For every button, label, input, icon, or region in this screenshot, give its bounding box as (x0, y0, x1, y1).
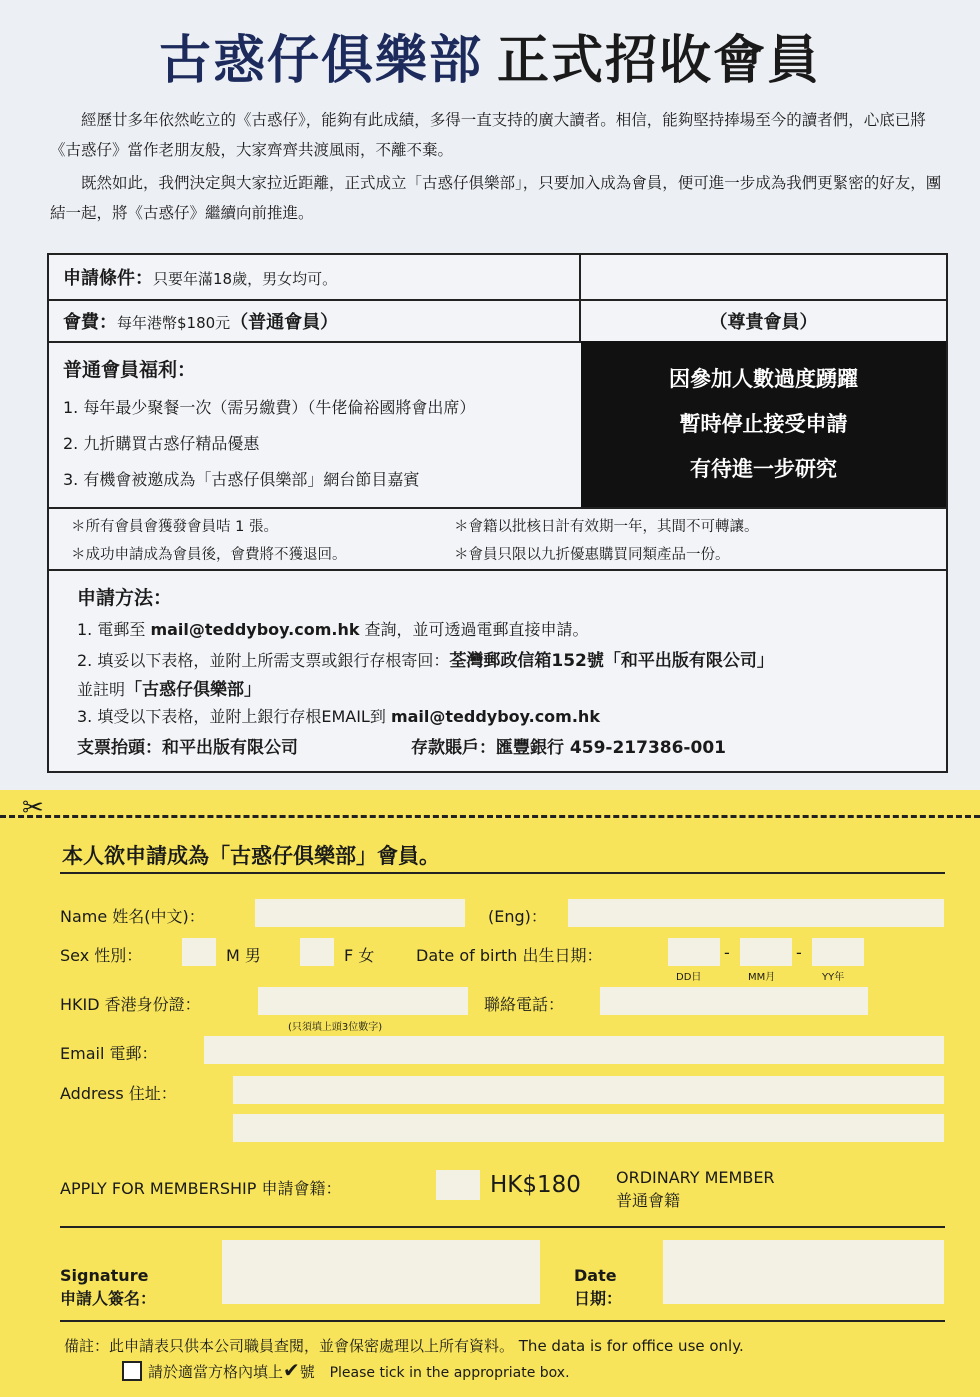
submit-email[interactable]: mail@teddyboy.com.hk (390, 707, 600, 726)
apply-label: APPLY FOR MEMBERSHIP 申請會籍： (60, 1179, 342, 1198)
title-club: 古惑仔俱樂部 (158, 31, 483, 91)
signature-label-en: Signature (60, 1266, 149, 1285)
date-field[interactable] (663, 1240, 944, 1304)
benefits-title: 普通會員福利： (63, 359, 197, 381)
cheque-payee: 支票抬頭：和平出版有限公司 (77, 738, 298, 758)
notice-line: 暫時停止接受申請 (679, 412, 848, 436)
method-text: 查詢，並可透過電郵直接申請。 (359, 620, 589, 639)
tick-mark-icon: ✔ (283, 1358, 300, 1382)
dob-month-hint: MM月 (748, 972, 776, 983)
note-item: ＊成功申請成為會員後，會費將不獲退回。 (71, 547, 347, 563)
title-recruit: 正式招收會員 (497, 31, 822, 91)
scissors-icon: ✂ (22, 793, 44, 823)
dob-day-hint: DD日 (676, 972, 702, 983)
notes-row (49, 507, 946, 571)
membership-price: HK$180 (490, 1172, 581, 1198)
date-label-en: Date (574, 1266, 617, 1285)
ordinary-member-zh: 普通會籍 (616, 1191, 681, 1210)
male-checkbox[interactable] (182, 938, 216, 966)
fee-row (49, 299, 946, 343)
dob-year-field[interactable] (812, 938, 864, 966)
date-label-zh: 日期： (574, 1289, 623, 1308)
ordinary-member-type: （普通會員） (230, 312, 339, 333)
address-field-line-2[interactable] (233, 1114, 944, 1142)
female-label: F 女 (344, 946, 375, 965)
tick-text-zh: 請於適當方格內填上 (148, 1363, 284, 1381)
enquiry-email[interactable]: mail@teddyboy.com.hk (150, 620, 360, 639)
method-text: 並註明 (77, 680, 126, 699)
note-item: ＊會員只限以九折優惠購買同類產品一份。 (454, 547, 730, 563)
dob-separator: - (724, 943, 730, 962)
membership-checkbox[interactable] (436, 1170, 480, 1200)
male-label: M 男 (226, 946, 261, 965)
notice-line: 因參加人數過度踴躍 (669, 367, 858, 391)
vip-notice (581, 341, 946, 507)
tick-instruction (122, 1358, 570, 1382)
benefit-item: 2. 九折購買古惑仔精品優惠 (63, 434, 260, 453)
intro-paragraph-1: 經歷廿多年依然屹立的《古惑仔》，能夠有此成績，多得一直支持的廣大讀者。相信，能夠堅持捧場至今的讀者們，心底已將《古惑仔》當作老朋友般，大家齊齊共渡風雨，不離不棄。 (50, 111, 926, 159)
section-divider (60, 1226, 945, 1228)
dob-year-hint: YY年 (822, 972, 845, 983)
address-label: Address 住址： (60, 1084, 177, 1103)
benefit-item: 1. 每年最少聚餐一次（需另繳費）（牛佬倫裕國將會出席） (63, 398, 476, 417)
remark-text: 備註：此申請表只供本公司職員查閱，並會保密處理以上所有資料。 The data is for office use only. (64, 1337, 744, 1355)
hkid-label: HKID 香港身份證： (60, 995, 201, 1014)
dob-day-field[interactable] (668, 938, 720, 966)
requirement-text: 只要年滿18歲，男女均可。 (153, 270, 338, 288)
dob-month-field[interactable] (740, 938, 792, 966)
method-2 (77, 646, 774, 671)
bank-account: 存款賬戶：匯豐銀行 459-217386-001 (411, 738, 726, 758)
notice-line: 有待進一步研究 (690, 457, 837, 481)
method-text: 1. 電郵至 (77, 620, 151, 639)
method-section (49, 569, 946, 771)
method-text: 3. 填受以下表格，並附上銀行存根EMAIL到 (77, 707, 391, 726)
benefit-item: 3. 有機會被邀成為「古惑仔俱樂部」網台節目嘉賓 (63, 470, 420, 489)
intro-text-2 (50, 168, 945, 228)
form-title: 本人欲申請成為「古惑仔俱樂部」會員。 (62, 844, 440, 868)
name-eng-label: (Eng)： (488, 907, 547, 926)
fee-text: 每年港幣$180元 (117, 314, 231, 332)
title-underline (60, 872, 945, 874)
row-divider (579, 255, 581, 299)
hkid-field[interactable] (258, 987, 468, 1015)
intro-paragraph-2: 既然如此，我們決定與大家拉近距離，正式成立「古惑仔俱樂部」，只要加入成為會員，便可進一步成為我們更緊密的好友，團結一起，將《古惑仔》繼續向前推進。 (50, 174, 942, 222)
vip-member-type: （尊貴會員） (709, 312, 818, 333)
page-title (0, 18, 980, 93)
sample-checkbox (122, 1361, 142, 1381)
mail-address: 荃灣郵政信箱152號「和平出版有限公司」 (449, 651, 774, 671)
method-title: 申請方法： (77, 587, 173, 609)
dob-label: Date of birth 出生日期： (416, 946, 603, 965)
tick-text-zh-suffix: 號 (299, 1363, 315, 1381)
method-2-note (77, 675, 261, 700)
ordinary-member-en: ORDINARY MEMBER (616, 1168, 775, 1187)
club-name: 「古惑仔俱樂部」 (125, 680, 262, 700)
note-item: ＊所有會員會獲發會員咭 1 張。 (71, 519, 278, 535)
address-field-line-1[interactable] (233, 1076, 944, 1104)
footer-divider (60, 1320, 945, 1322)
hkid-hint: (只須填上頭3位數字) (288, 1022, 383, 1033)
name-label: Name 姓名(中文)： (60, 907, 205, 926)
signature-label-zh: 申請人簽名： (60, 1289, 157, 1308)
method-1 (77, 617, 589, 640)
email-label: Email 電郵： (60, 1044, 158, 1063)
note-item: ＊會籍以批核日計有效期一年，其間不可轉讓。 (454, 519, 759, 535)
info-box (47, 253, 948, 773)
female-checkbox[interactable] (300, 938, 334, 966)
sex-label: Sex 性別： (60, 946, 143, 965)
requirement-row (49, 255, 946, 301)
method-text: 2. 填妥以下表格，並附上所需支票或銀行存根寄回： (77, 651, 450, 670)
fee-label: 會費： (63, 312, 117, 333)
phone-label: 聯絡電話： (484, 995, 565, 1014)
requirement-label: 申請條件： (63, 268, 153, 289)
cut-line (0, 815, 980, 818)
tick-text-en: Please tick in the appropriate box. (329, 1365, 570, 1381)
email-field[interactable] (204, 1036, 944, 1064)
intro-text (50, 105, 945, 165)
signature-field[interactable] (222, 1240, 540, 1304)
phone-field[interactable] (600, 987, 868, 1015)
name-chinese-field[interactable] (255, 899, 465, 927)
name-english-field[interactable] (568, 899, 944, 927)
dob-separator: - (796, 943, 802, 962)
method-3 (77, 704, 600, 727)
